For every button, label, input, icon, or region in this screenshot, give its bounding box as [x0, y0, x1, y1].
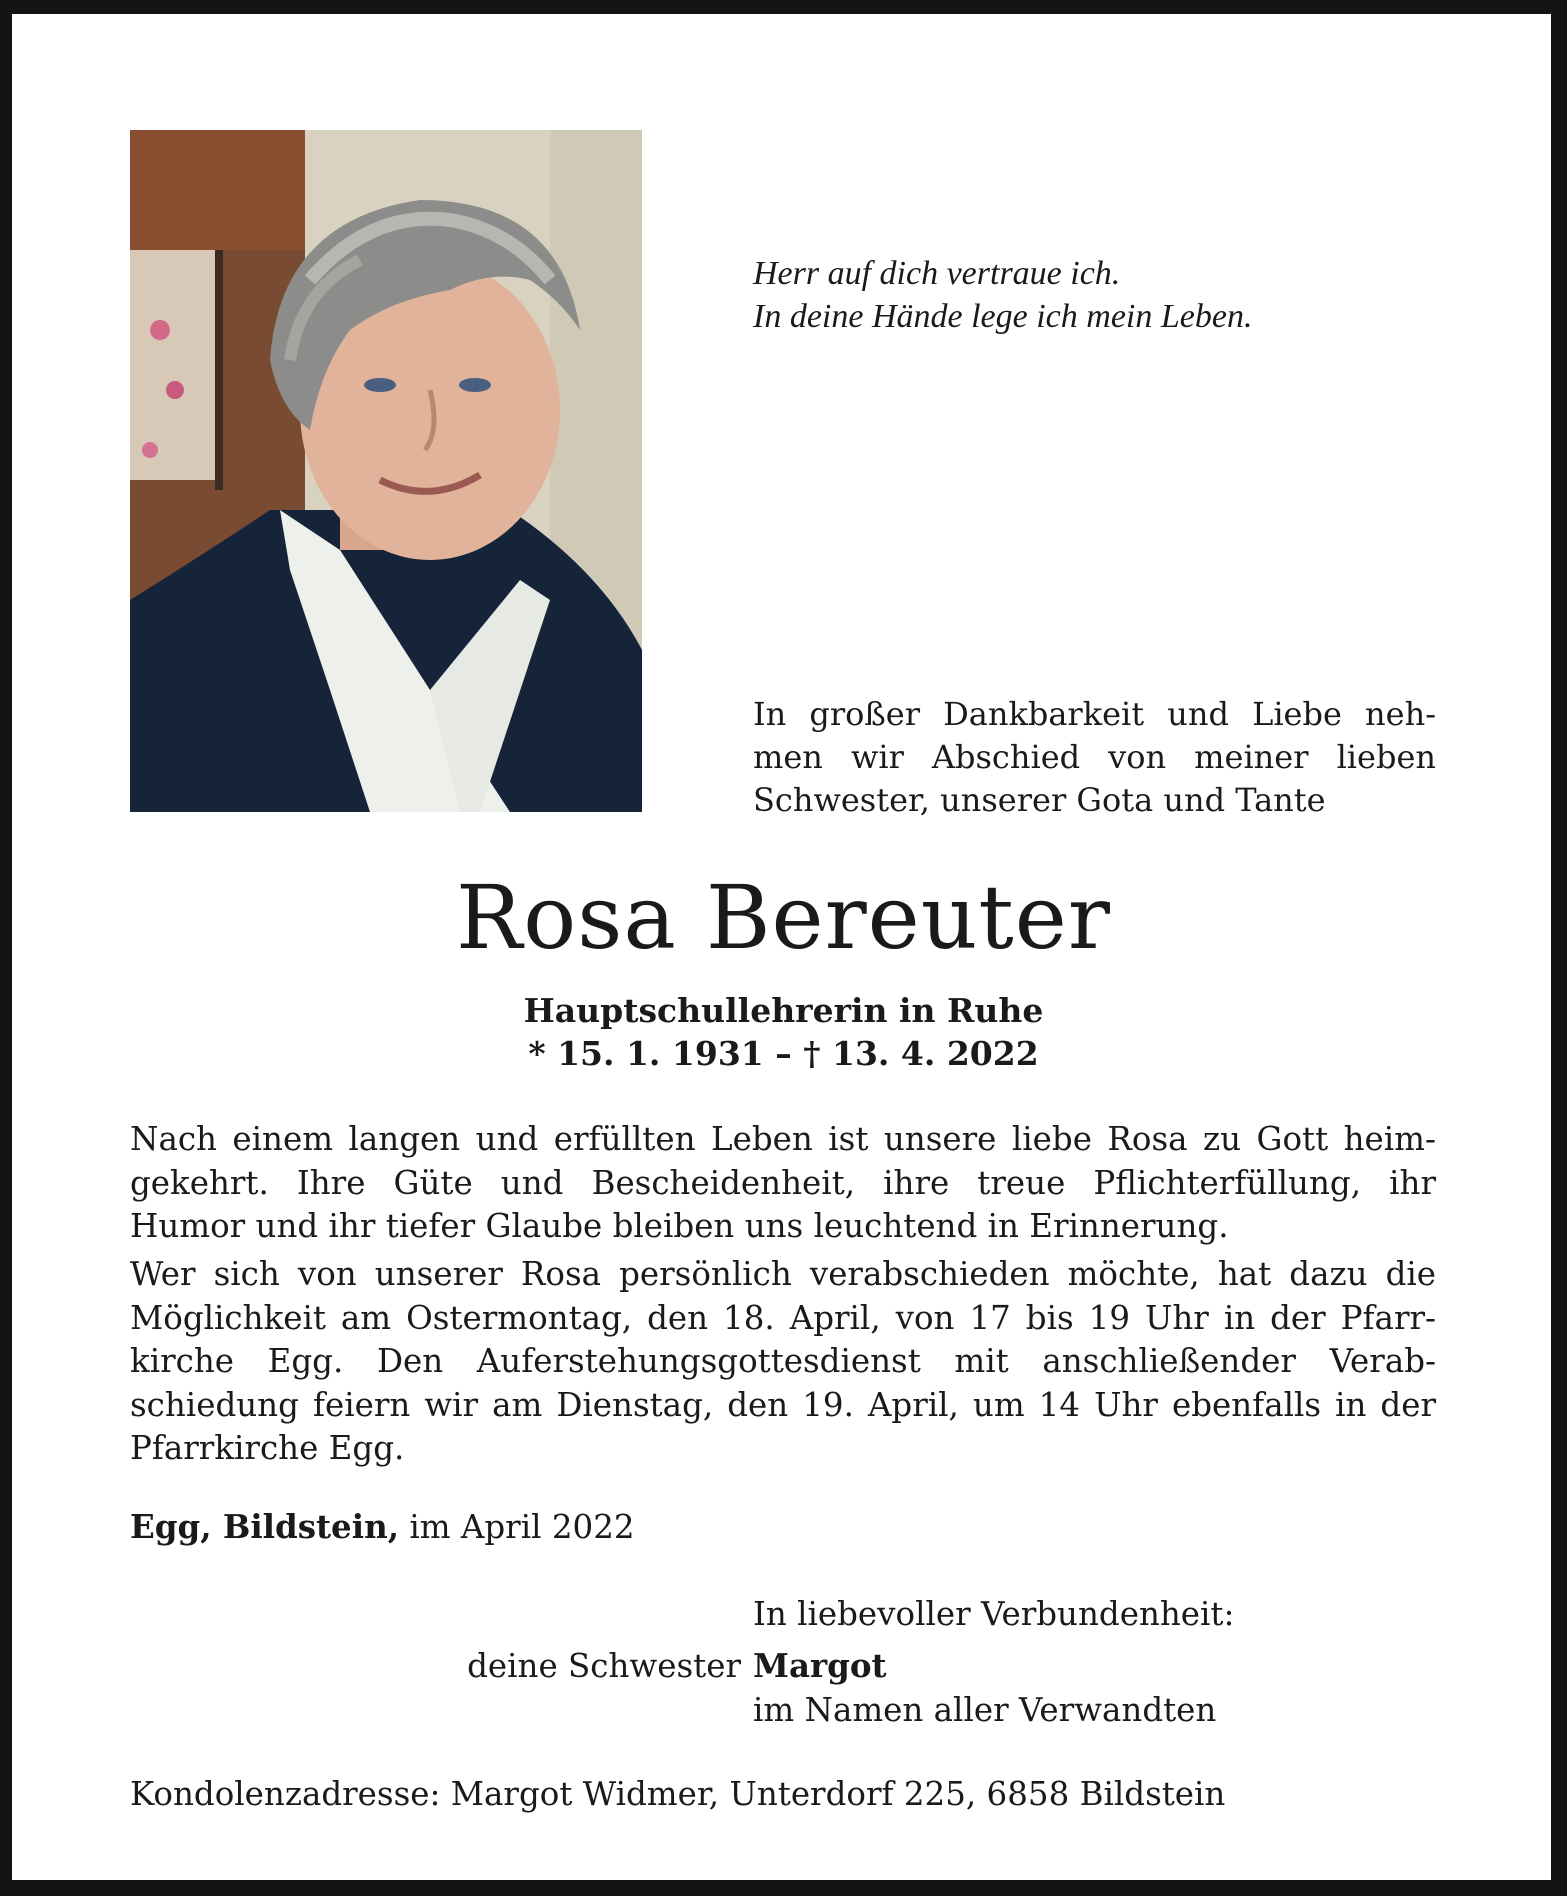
- paragraph-line: gekehrt. Ihre Güte und Bescheidenheit, ihre treue Pflichterfüllung, ihr: [130, 1163, 1436, 1202]
- portrait-image: [130, 130, 642, 812]
- condolence-address: Kondolenzadresse: Margot Widmer, Unterdorf 225, 6858 Bildstein: [130, 1775, 1226, 1813]
- signature-name: Margot: [753, 1646, 887, 1685]
- paragraph-line: Humor und ihr tiefer Glaube bleiben uns leuchtend in Erinnerung.: [130, 1207, 1229, 1245]
- intro-line: Schwester, unserer Gota und Tante: [753, 781, 1326, 819]
- paragraph-line: schiedung feiern wir am Dienstag, den 19. April, um 14 Uhr ebenfalls in der: [130, 1385, 1436, 1424]
- deceased-name: Rosa Bereuter: [456, 866, 1111, 969]
- paragraph-remembrance: [130, 1118, 1436, 1249]
- motto-line: In deine Hände lege ich mein Leben.: [753, 298, 1253, 335]
- signature-relation: deine Schwester: [467, 1647, 741, 1685]
- life-dates: * 15. 1. 1931 – † 13. 4. 2022: [528, 1034, 1039, 1073]
- place-date: im April 2022: [409, 1508, 635, 1546]
- paragraph-service-info: [130, 1253, 1436, 1471]
- signature-sub: im Namen aller Verwandten: [753, 1691, 1217, 1729]
- intro-text: [753, 693, 1436, 822]
- paragraph-line: kirche Egg. Den Auferstehungsgottesdienst mit anschließender Verab-: [130, 1342, 1436, 1380]
- intro-line: men wir Abschied von meiner lieben: [753, 738, 1436, 776]
- paragraph-line: Möglichkeit am Ostermontag, den 18. April, von 17 bis 19 Uhr in der Pfarr-: [130, 1298, 1436, 1337]
- paragraph-line: Nach einem langen und erfüllten Leben ist unsere liebe Rosa zu Gott heim-: [130, 1120, 1436, 1158]
- intro-line: In großer Dankbarkeit und Liebe neh-: [753, 695, 1436, 733]
- motto-verse: [753, 252, 1453, 338]
- paragraph-line: Wer sich von unserer Rosa persönlich verabschieden möchte, hat dazu die: [130, 1255, 1436, 1293]
- paragraph-line: Pfarrkirche Egg.: [130, 1429, 405, 1467]
- motto-line: Herr auf dich vertraue ich.: [753, 255, 1121, 292]
- portrait-photo: [130, 130, 642, 812]
- signature-heading: In liebevoller Verbundenheit:: [753, 1595, 1235, 1633]
- place-locations: Egg, Bildstein,: [130, 1507, 400, 1546]
- place-and-date: [130, 1505, 635, 1549]
- deceased-title: Hauptschullehrerin in Ruhe: [523, 991, 1044, 1030]
